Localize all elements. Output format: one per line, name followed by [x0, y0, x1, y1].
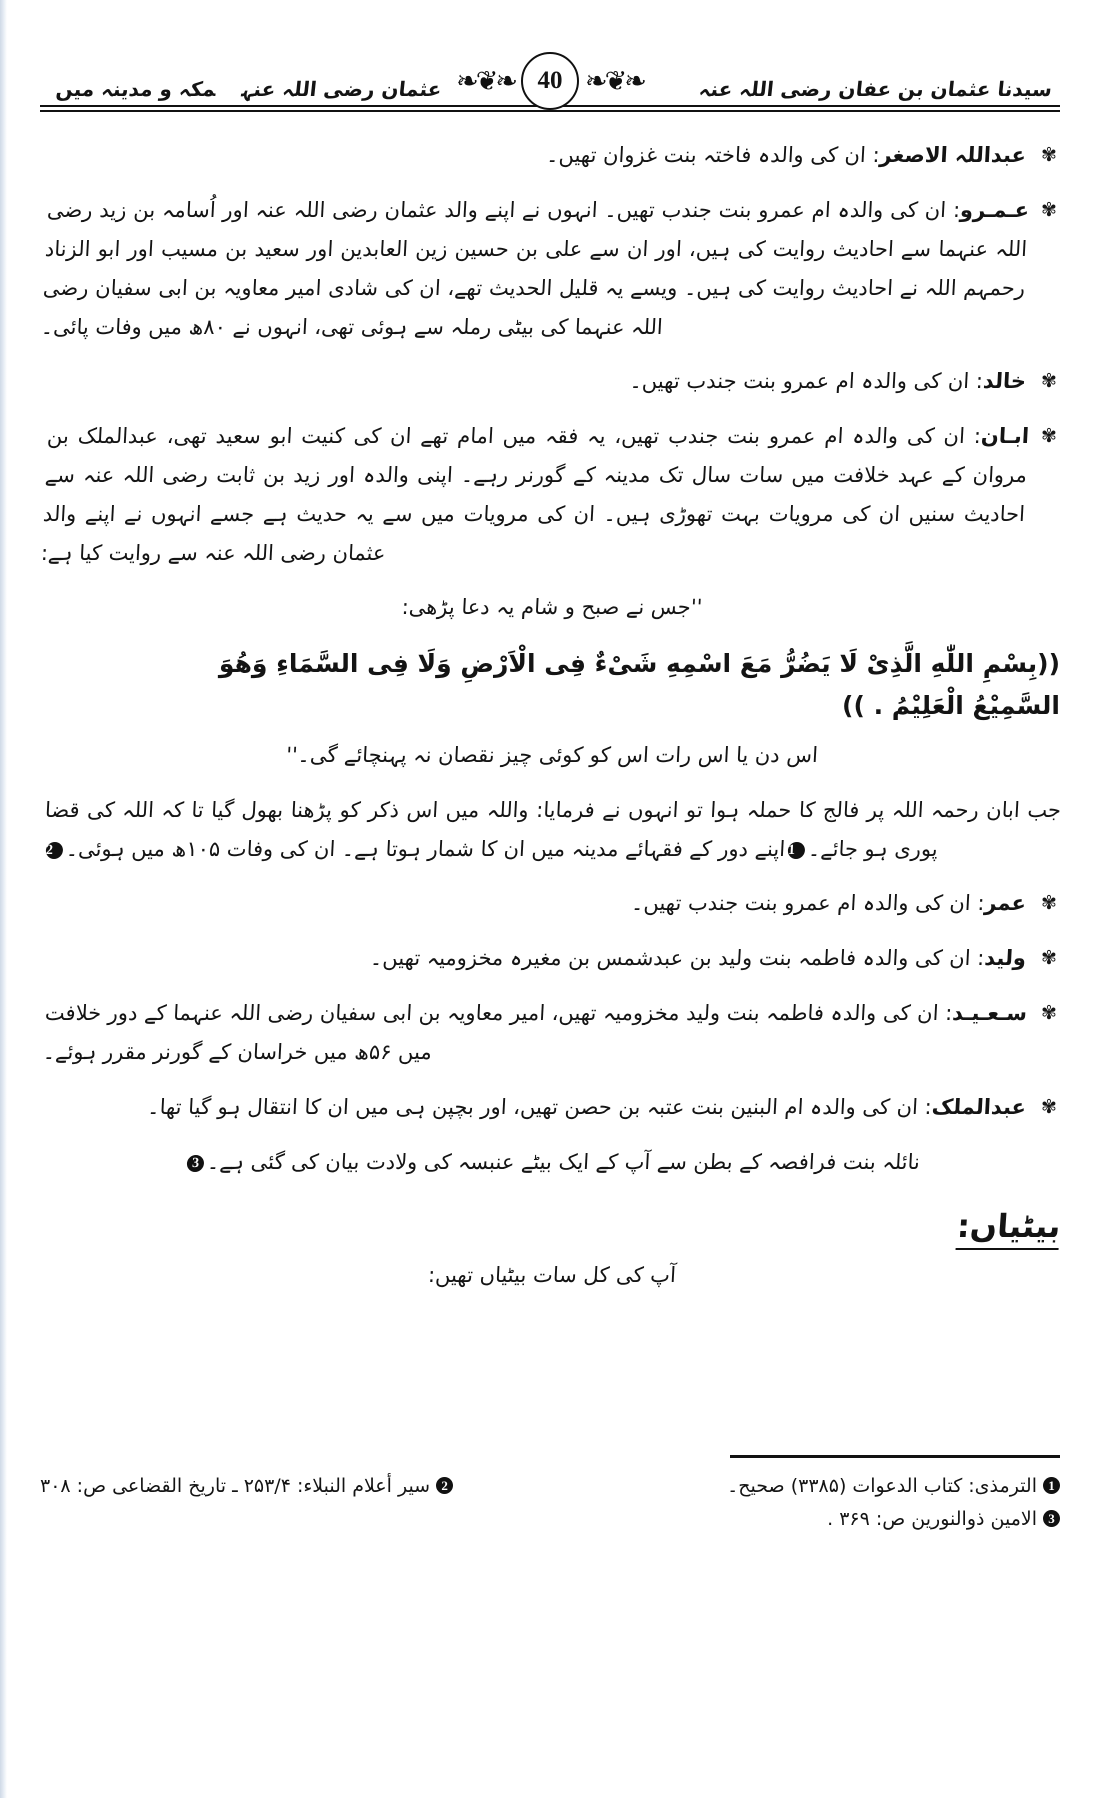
- person-name: ولید: [983, 946, 1027, 971]
- list-item-text: [43, 362, 1027, 401]
- list-item: [44, 939, 1060, 978]
- person-name: خالد: [982, 369, 1027, 394]
- person-name: ابـان: [980, 424, 1030, 449]
- list-item: [44, 362, 1060, 401]
- footnote-section: [40, 1455, 1060, 1536]
- list-item-body: [44, 1088, 1026, 1127]
- list-item-body: [40, 417, 1030, 572]
- aban-note-line2: اپنے دور کے فقہائے مدینہ میں ان کا شمار ہوتا ہے۔ ان کی وفات ۱۰۵ھ میں ہوئی۔: [65, 836, 786, 861]
- person-name: سـعـیـد: [951, 1001, 1028, 1025]
- list-item-body: [44, 362, 1026, 401]
- list-item-body: [44, 136, 1026, 175]
- person-detail: : ان کی والدہ ام عمرو بنت جندب تھیں۔: [630, 891, 986, 916]
- daughters-intro-text: آپ کی کل سات بیٹیاں تھیں:: [427, 1263, 677, 1288]
- list-item-text: [43, 1088, 1027, 1127]
- flower-bullet-icon: ✾: [1041, 370, 1057, 393]
- page-number: 40: [521, 52, 579, 110]
- daughters-intro-paragraph: [44, 1256, 1060, 1295]
- footnote-ref-1[interactable]: 1: [788, 841, 806, 858]
- list-item-body: [44, 994, 1026, 1072]
- person-name: عبداللہ الاصغر: [879, 143, 1027, 167]
- footnote-row-1: [40, 1470, 1060, 1503]
- naila-note-body: نائلہ بنت فرافصہ کے بطن سے آپ کے ایک بیٹے عنبسہ کی ولادت بیان کی گئی ہے۔: [206, 1149, 921, 1174]
- header-left-name: عثمان رضی اللہ عنہ: [240, 77, 443, 101]
- flower-bullet-icon: ✾: [1041, 144, 1057, 166]
- list-item: [44, 136, 1060, 175]
- person-name: عمر: [983, 891, 1027, 916]
- footnote-marker-1: 1: [1043, 1477, 1060, 1494]
- hadith-intro-text: ''جس نے صبح و شام یہ دعا پڑھی:: [401, 595, 703, 620]
- list-item: [44, 994, 1060, 1072]
- list-item: [40, 417, 1060, 572]
- flower-bullet-icon: ✾: [1041, 198, 1057, 221]
- person-detail: : ان کی والدہ ام عمرو بنت جندب تھیں۔: [629, 369, 984, 394]
- flower-bullet-icon: ✾: [1041, 1095, 1057, 1118]
- footnote-entry-3: [827, 1503, 1060, 1536]
- page-header: [40, 34, 1060, 112]
- list-item-text: [40, 191, 1030, 346]
- person-detail: : ان کی والدہ ام عمرو بنت جندب تھیں۔ انہوں نے اپنے والد عثمان رضی اللہ عنہ اور اُسامہ بن زید رضی اللہ عنہما سے احادیث روایت کی ہیں، اور ان سے علی بن حسین زین العابدین اور سعید بن مسیب اور ابو الزناد رحمہم اللہ نے احادیث روایت کی ہیں۔ ویسے یہ قلیل الحدیث تھے، ان کی شادی امیر معاویہ بن ابی سفیان رضی اللہ عنہما کی بیٹی رملہ سے ہوئی تھی، انہوں نے ۸۰ھ میں وفات پائی۔: [40, 197, 1028, 339]
- page-body: [40, 136, 1060, 1295]
- aban-note-line1: جب ابان رحمہ اللہ پر فالج کا حملہ ہوا تو انہوں نے فرمایا: واللہ میں اس ذکر کو پڑھنا بھول گیا تا کہ اللہ کی قضا پوری ہو جائے۔: [44, 797, 1062, 861]
- aban-note-paragraph: [44, 791, 1060, 869]
- naila-note-paragraph: [44, 1143, 1060, 1182]
- section-heading-daughters: [44, 1207, 1060, 1250]
- header-double-rule: [40, 105, 1060, 112]
- footnote-text-3: الامین ذوالنورین ص: ۳۶۹ .: [827, 1507, 1037, 1530]
- footnote-row-2: [40, 1503, 1060, 1536]
- person-name: عـمـرو: [959, 197, 1030, 222]
- flower-bullet-icon: ✾: [1041, 425, 1057, 448]
- person-detail: : ان کی والدہ فاطمہ بنت ولید مخزومیہ تھیں، امیر معاویہ بن ابی سفیان رضی اللہ عنہما کے دور خلافت میں ۵۶ھ میں خراسان کے گورنر مقرر ہوئے۔: [42, 1001, 953, 1064]
- list-item-body: [44, 939, 1026, 978]
- list-item: [44, 1088, 1060, 1127]
- footnote-marker-2: 2: [436, 1477, 453, 1494]
- hadith-outro-text: اس دن یا اس رات اس کو کوئی چیز نقصان نہ پہنچائے گی۔'': [285, 742, 819, 767]
- list-item: [40, 191, 1060, 346]
- footnote-ref-2[interactable]: 2: [45, 841, 63, 858]
- flower-bullet-icon: ✾: [1041, 947, 1057, 970]
- arabic-line-1: ((بِسْمِ اللّٰهِ الَّذِىْ لَا يَضُرُّ مَعَ اسْمِهِ شَىْءٌ فِى الْاَرْضِ وَلَا فِى السَّمَاءِ وَهُوَ: [218, 649, 1060, 679]
- footnote-ref-3[interactable]: 3: [187, 1155, 205, 1172]
- list-item: [44, 884, 1060, 923]
- footnote-divider: [730, 1455, 1060, 1458]
- list-item-text: [43, 136, 1027, 175]
- section-heading-label: بیٹیاں:: [955, 1207, 1061, 1250]
- list-item-body: [40, 191, 1030, 346]
- hadith-intro-paragraph: [44, 588, 1060, 627]
- list-item-text: [40, 417, 1030, 572]
- flower-bullet-icon: ✾: [1041, 892, 1057, 915]
- arabic-hadith-block: [44, 643, 1060, 726]
- ornament-right-icon: ❧❦❧: [456, 65, 515, 97]
- person-detail: : ان کی والدہ فاطمہ بنت ولید بن عبدشمس بن مغیرہ مخزومیہ تھیں۔: [369, 946, 985, 971]
- list-item-text: [43, 939, 1027, 978]
- naila-note-text: [43, 1143, 1061, 1182]
- aban-note-text: [42, 791, 1062, 869]
- header-right-title: سیدنا عثمان بن عفان رضی اللہ عنہ: [697, 77, 1054, 101]
- list-item-body: [44, 884, 1026, 923]
- footnote-text-2: سیر أعلام النبلاء: ۲۵۳/۴ ـ تاریخ القضاعی ص: ۳۰۸: [40, 1474, 431, 1497]
- footnote-entry-1: [727, 1470, 1060, 1503]
- list-item-text: [43, 884, 1027, 923]
- footnote-text-1: الترمذی: کتاب الدعوات (۳۳۸۵) صحیح۔: [727, 1474, 1037, 1497]
- person-detail: : ان کی والدہ ام عمرو بنت جندب تھیں، یہ فقہ میں امام تھے ان کی کنیت ابو سعید تھی، عبدالملک بن مروان کے عہد خلافت میں سات سال تک مدینہ کے گورنر رہے۔ اپنی والدہ اور زید بن ثابت رضی اللہ عنہ سے احادیث سنیں ان کی مرویات بہت تھوڑی ہیں۔ ان کی مرویات میں سے یہ حدیث ہے جسے انہوں نے اپنے والد عثمان رضی اللہ عنہ سے روایت کیا ہے:: [40, 424, 1028, 565]
- footnote-marker-3: 3: [1043, 1510, 1060, 1527]
- list-item-text: [42, 994, 1028, 1072]
- person-name: عبدالملک: [931, 1094, 1027, 1119]
- hadith-outro-paragraph: [44, 736, 1060, 775]
- footnote-entry-2: [40, 1470, 453, 1503]
- person-detail: : ان کی والدہ فاختہ بنت غزوان تھیں۔: [545, 143, 881, 167]
- ornament-left-icon: ❧❦❧: [585, 65, 644, 97]
- flower-bullet-icon: ✾: [1041, 1002, 1057, 1024]
- header-left-topic: مکہ و مدینہ میں: [54, 77, 218, 101]
- header-left-title: [55, 78, 469, 100]
- person-detail: : ان کی والدہ ام البنین بنت عتبہ بن حصن تھیں، اور بچپن ہی میں ان کا انتقال ہو گیا تھا۔: [146, 1094, 933, 1119]
- arabic-line-2: السَّمِيْعُ الْعَلِيْمُ . )): [842, 690, 1060, 720]
